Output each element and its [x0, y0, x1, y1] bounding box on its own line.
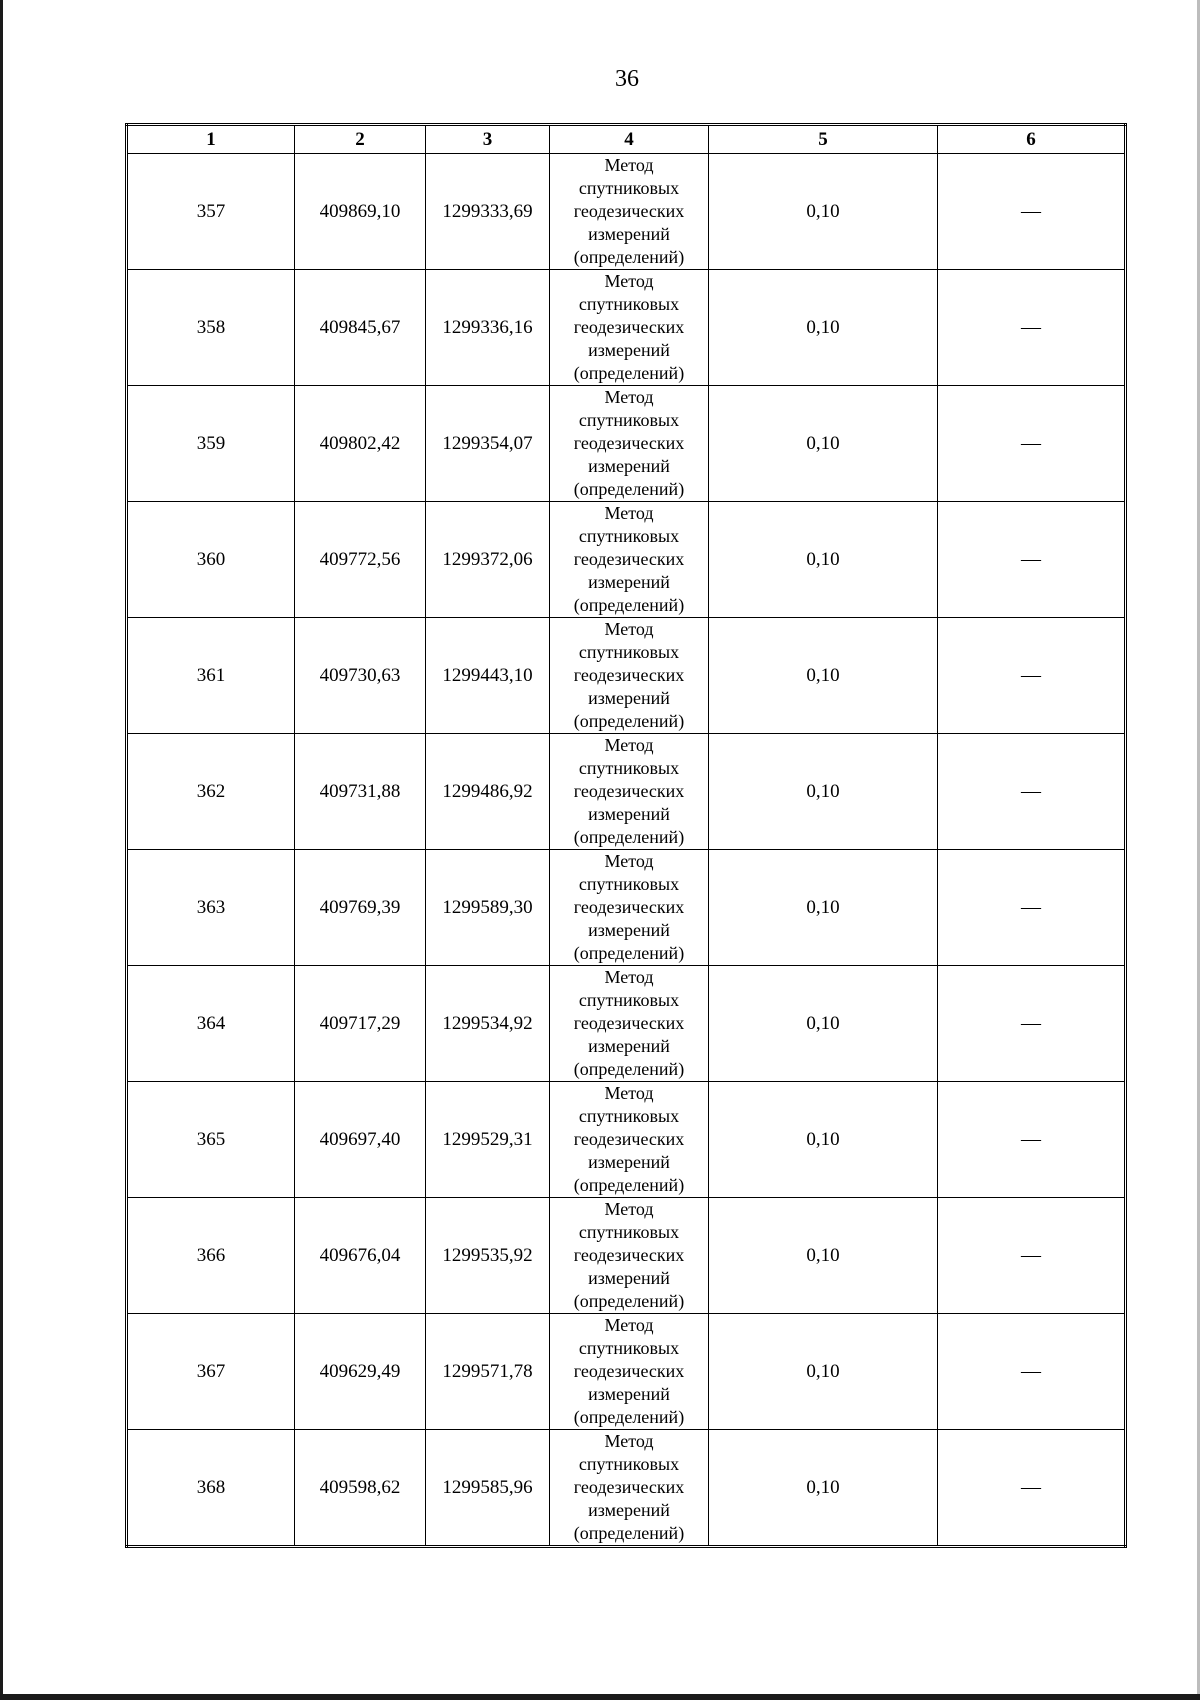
- method-line: геодезических: [573, 781, 685, 801]
- method-cell: [550, 618, 709, 734]
- method-line: геодезических: [573, 1013, 685, 1033]
- method-line: (определений): [573, 943, 685, 963]
- y-coordinate-cell: 1299333,69: [426, 154, 550, 270]
- method-line: измерений: [588, 920, 670, 940]
- note-cell: —: [938, 850, 1126, 966]
- x-coordinate-cell: 409869,10: [295, 154, 426, 270]
- accuracy-cell: 0,10: [709, 1082, 938, 1198]
- x-coordinate-cell: 409731,88: [295, 734, 426, 850]
- method-line: Метод: [604, 1083, 654, 1103]
- method-cell: [550, 1314, 709, 1430]
- table-row: [127, 270, 1126, 386]
- point-number-cell: 357: [127, 154, 295, 270]
- method-cell: [550, 966, 709, 1082]
- y-coordinate-cell: 1299585,96: [426, 1430, 550, 1547]
- x-coordinate-cell: 409629,49: [295, 1314, 426, 1430]
- point-number-cell: 360: [127, 502, 295, 618]
- method-line: геодезических: [573, 1245, 685, 1265]
- y-coordinate-cell: 1299486,92: [426, 734, 550, 850]
- column-header: 6: [938, 125, 1126, 154]
- method-line: Метод: [604, 503, 654, 523]
- method-line: спутниковых: [578, 758, 680, 778]
- method-line: измерений: [588, 688, 670, 708]
- method-cell: [550, 850, 709, 966]
- accuracy-cell: 0,10: [709, 154, 938, 270]
- accuracy-cell: 0,10: [709, 850, 938, 966]
- method-cell: [550, 502, 709, 618]
- method-line: (определений): [573, 595, 685, 615]
- y-coordinate-cell: 1299336,16: [426, 270, 550, 386]
- method-line: измерений: [588, 1036, 670, 1056]
- method-line: геодезических: [573, 665, 685, 685]
- table-row: [127, 966, 1126, 1082]
- method-line: (определений): [573, 1291, 685, 1311]
- table-row: [127, 1082, 1126, 1198]
- method-line: (определений): [573, 711, 685, 731]
- note-cell: —: [938, 1082, 1126, 1198]
- point-number-cell: 365: [127, 1082, 295, 1198]
- method-line: (определений): [573, 479, 685, 499]
- table-row: [127, 1198, 1126, 1314]
- method-line: (определений): [573, 1523, 685, 1543]
- y-coordinate-cell: 1299535,92: [426, 1198, 550, 1314]
- method-line: Метод: [604, 735, 654, 755]
- method-cell: [550, 734, 709, 850]
- point-number-cell: 367: [127, 1314, 295, 1430]
- method-line: спутниковых: [578, 526, 680, 546]
- method-cell: [550, 1430, 709, 1547]
- x-coordinate-cell: 409598,62: [295, 1430, 426, 1547]
- y-coordinate-cell: 1299372,06: [426, 502, 550, 618]
- method-line: спутниковых: [578, 1222, 680, 1242]
- table-body: [127, 154, 1126, 1547]
- column-header: 2: [295, 125, 426, 154]
- method-cell: [550, 1198, 709, 1314]
- method-line: спутниковых: [578, 1106, 680, 1126]
- method-line: Метод: [604, 1199, 654, 1219]
- y-coordinate-cell: 1299443,10: [426, 618, 550, 734]
- x-coordinate-cell: 409730,63: [295, 618, 426, 734]
- x-coordinate-cell: 409717,29: [295, 966, 426, 1082]
- method-line: геодезических: [573, 1477, 685, 1497]
- method-line: спутниковых: [578, 410, 680, 430]
- method-cell: [550, 386, 709, 502]
- note-cell: —: [938, 502, 1126, 618]
- note-cell: —: [938, 1314, 1126, 1430]
- y-coordinate-cell: 1299354,07: [426, 386, 550, 502]
- accuracy-cell: 0,10: [709, 270, 938, 386]
- method-line: Метод: [604, 1315, 654, 1335]
- accuracy-cell: 0,10: [709, 1198, 938, 1314]
- point-number-cell: 364: [127, 966, 295, 1082]
- method-line: Метод: [604, 271, 654, 291]
- method-line: геодезических: [573, 317, 685, 337]
- scan-edge-bottom: [0, 1694, 1200, 1700]
- table-row: [127, 502, 1126, 618]
- x-coordinate-cell: 409697,40: [295, 1082, 426, 1198]
- method-line: геодезических: [573, 433, 685, 453]
- y-coordinate-cell: 1299529,31: [426, 1082, 550, 1198]
- method-line: Метод: [604, 851, 654, 871]
- point-number-cell: 366: [127, 1198, 295, 1314]
- method-line: измерений: [588, 572, 670, 592]
- table-row: [127, 1430, 1126, 1547]
- page-number: 36: [615, 66, 639, 92]
- accuracy-cell: 0,10: [709, 386, 938, 502]
- accuracy-cell: 0,10: [709, 502, 938, 618]
- note-cell: —: [938, 618, 1126, 734]
- method-line: спутниковых: [578, 990, 680, 1010]
- y-coordinate-cell: 1299571,78: [426, 1314, 550, 1430]
- table-row: [127, 734, 1126, 850]
- point-number-cell: 363: [127, 850, 295, 966]
- method-line: (определений): [573, 1407, 685, 1427]
- accuracy-cell: 0,10: [709, 618, 938, 734]
- method-line: Метод: [604, 619, 654, 639]
- x-coordinate-cell: 409802,42: [295, 386, 426, 502]
- column-header: 4: [550, 125, 709, 154]
- method-line: (определений): [573, 363, 685, 383]
- y-coordinate-cell: 1299534,92: [426, 966, 550, 1082]
- method-line: измерений: [588, 1384, 670, 1404]
- column-header: 1: [127, 125, 295, 154]
- method-line: измерений: [588, 1500, 670, 1520]
- column-header: 5: [709, 125, 938, 154]
- x-coordinate-cell: 409845,67: [295, 270, 426, 386]
- accuracy-cell: 0,10: [709, 966, 938, 1082]
- accuracy-cell: 0,10: [709, 734, 938, 850]
- x-coordinate-cell: 409772,56: [295, 502, 426, 618]
- table-row: [127, 154, 1126, 270]
- y-coordinate-cell: 1299589,30: [426, 850, 550, 966]
- method-line: (определений): [573, 827, 685, 847]
- method-line: геодезических: [573, 897, 685, 917]
- method-line: геодезических: [573, 201, 685, 221]
- table-row: [127, 850, 1126, 966]
- method-line: измерений: [588, 340, 670, 360]
- coordinates-table: [125, 123, 1127, 1548]
- method-line: измерений: [588, 1268, 670, 1288]
- point-number-cell: 361: [127, 618, 295, 734]
- x-coordinate-cell: 409676,04: [295, 1198, 426, 1314]
- method-line: спутниковых: [578, 642, 680, 662]
- method-line: (определений): [573, 1175, 685, 1195]
- accuracy-cell: 0,10: [709, 1314, 938, 1430]
- x-coordinate-cell: 409769,39: [295, 850, 426, 966]
- method-line: Метод: [604, 967, 654, 987]
- method-line: (определений): [573, 247, 685, 267]
- method-line: спутниковых: [578, 294, 680, 314]
- method-line: измерений: [588, 224, 670, 244]
- note-cell: —: [938, 270, 1126, 386]
- point-number-cell: 368: [127, 1430, 295, 1547]
- note-cell: —: [938, 1430, 1126, 1547]
- method-line: Метод: [604, 155, 654, 175]
- note-cell: —: [938, 154, 1126, 270]
- table-row: [127, 386, 1126, 502]
- method-cell: [550, 1082, 709, 1198]
- scan-edge-left: [0, 0, 3, 1700]
- column-header: 3: [426, 125, 550, 154]
- note-cell: —: [938, 386, 1126, 502]
- method-cell: [550, 270, 709, 386]
- method-line: спутниковых: [578, 1338, 680, 1358]
- method-line: геодезических: [573, 1129, 685, 1149]
- point-number-cell: 362: [127, 734, 295, 850]
- table-row: [127, 1314, 1126, 1430]
- method-line: Метод: [604, 1431, 654, 1451]
- method-line: измерений: [588, 1152, 670, 1172]
- point-number-cell: 358: [127, 270, 295, 386]
- method-cell: [550, 154, 709, 270]
- note-cell: —: [938, 734, 1126, 850]
- accuracy-cell: 0,10: [709, 1430, 938, 1547]
- note-cell: —: [938, 966, 1126, 1082]
- table-row: [127, 618, 1126, 734]
- method-line: геодезических: [573, 1361, 685, 1381]
- method-line: измерений: [588, 804, 670, 824]
- method-line: спутниковых: [578, 874, 680, 894]
- method-line: измерений: [588, 456, 670, 476]
- note-cell: —: [938, 1198, 1126, 1314]
- header-row: [127, 125, 1126, 154]
- method-line: спутниковых: [578, 1454, 680, 1474]
- point-number-cell: 359: [127, 386, 295, 502]
- method-line: геодезических: [573, 549, 685, 569]
- method-line: (определений): [573, 1059, 685, 1079]
- method-line: Метод: [604, 387, 654, 407]
- method-line: спутниковых: [578, 178, 680, 198]
